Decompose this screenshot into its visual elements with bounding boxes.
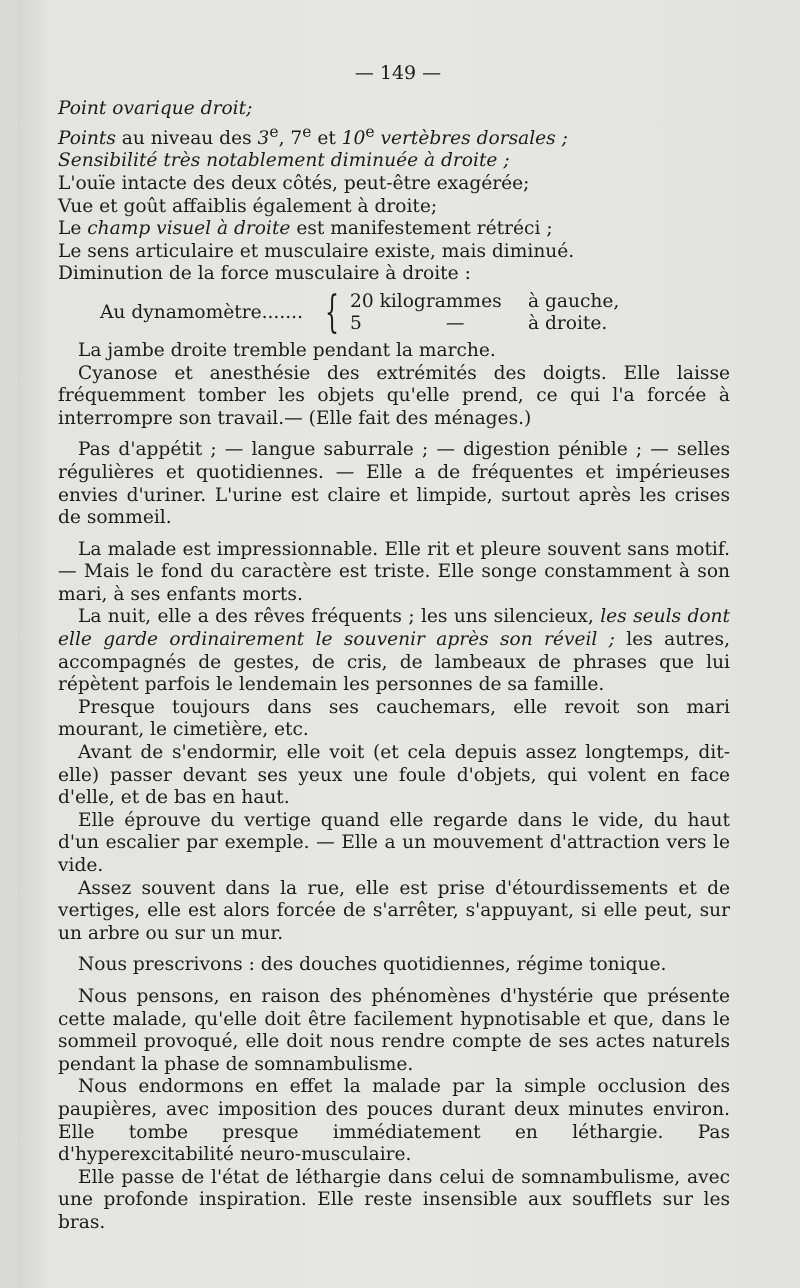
paragraph-text: les seuls dont elle garde ordinairement le souvenir après son réveil ; <box>58 606 730 651</box>
paragraph-text: La nuit, elle a des rêves fréquents ; les uns silencieux, <box>78 606 601 628</box>
left-value: 20 kilogrammes <box>350 290 502 312</box>
symptom-text: Sensibilité très notablement diminuée à droite ; <box>58 150 510 172</box>
page-body <box>58 98 730 1235</box>
symptom-line <box>58 150 730 173</box>
paragraph: La jambe droite tremble pendant la marche. <box>78 339 496 361</box>
paragraph: Assez souvent dans la rue, elle est prise d'étourdissements et de vertiges, elle est alors forcée de s'arrêter, s'appuyant, si elle peut, sur un arbre ou sur un mur. <box>58 877 730 944</box>
right-side: à droite. <box>528 312 608 334</box>
paragraph: Pas d'appétit ; — langue saburrale ; — digestion pénible ; — selles régulières et quotidiennes. — Elle a de fréquentes et impérieuses envies d'uriner. L'urine est claire et limpide, surtout après les crises de sommeil. <box>58 439 730 529</box>
symptom-text: et <box>311 127 342 149</box>
paragraph: Nous prescrivons : des douches quotidiennes, régime tonique. <box>78 954 667 976</box>
paragraph <box>58 606 730 696</box>
paragraph: Nous endormons en effet la malade par la simple occlusion des paupières, avec imposition des pouces durant deux minutes environ. Elle tombe presque immédiatement en léthargie. Pas d'hyperexcitabilité neuro-musculaire. <box>58 1076 730 1166</box>
left-side: à gauche, <box>528 290 620 312</box>
superscript: e <box>269 122 279 141</box>
symptom-text: au niveau des <box>115 127 258 149</box>
symptom-line <box>58 218 730 241</box>
superscript: e <box>302 122 312 141</box>
symptom-text: 3 <box>257 127 270 149</box>
dynamometer-label: Au dynamomètre....... <box>100 301 303 323</box>
symptom-text: est manifestement rétréci ; <box>290 218 553 240</box>
superscript: e <box>365 122 375 141</box>
symptom-line: Le sens articulaire et musculaire existe, mais diminué. <box>58 240 575 262</box>
symptom-text: vertèbres dorsales ; <box>374 127 568 149</box>
page-number: — 149 — <box>354 62 442 84</box>
symptom-text: , 7 <box>278 127 303 149</box>
paragraph: Elle passe de l'état de léthargie dans celui de somnambulisme, avec une profonde inspiration. Elle reste insensible aux soufflets sur les bras. <box>58 1166 730 1233</box>
symptom-text: champ visuel à droite <box>87 218 291 240</box>
symptom-line <box>58 121 730 151</box>
right-number: 5 <box>350 312 362 334</box>
paragraph: Presque toujours dans ses cauchemars, elle revoit son mari mourant, le cimetière, etc. <box>58 696 730 741</box>
ditto-dash: — <box>445 312 465 334</box>
book-page <box>18 0 800 1288</box>
symptom-text: Points <box>58 127 116 149</box>
symptom-line: Vue et goût affaiblis également à droite; <box>58 195 438 217</box>
paragraph: Elle éprouve du vertige quand elle regarde dans le vide, du haut d'un escalier par exemple. — Elle a un mouvement d'attraction vers le vide. <box>58 809 730 876</box>
symptom-line <box>58 98 730 121</box>
dynamometer-reading <box>58 286 730 338</box>
dynamometer-values <box>348 291 619 335</box>
symptom-text: 10 <box>341 127 366 149</box>
paragraph: Cyanose et anesthésie des extrémités des doigts. Elle laisse fréquemment tomber les objets qu'elle prend, ce qui l'a forcée à interrompre son travail.— (Elle fait des ménages.) <box>58 362 730 429</box>
paragraph: Avant de s'endormir, elle voit (et cela depuis assez longtemps, dit-elle) passer devant ses yeux une foule d'objets, qui volent en face d'elle, et de bas en haut. <box>58 742 730 809</box>
symptom-text: Le <box>58 218 88 240</box>
paragraph: La malade est impressionnable. Elle rit et pleure souvent sans motif. — Mais le fond du caractère est triste. Elle songe constamment à son mari, à ses enfants morts. <box>58 538 730 605</box>
symptom-line: L'ouïe intacte des deux côtés, peut-être exagérée; <box>58 172 530 194</box>
paragraph-text: les autres, accompagnés de gestes, de cris, de lambeaux de phrases que lui répètent parfois le lendemain les personnes de sa famille. <box>58 629 730 696</box>
symptom-text: Point ovarique droit; <box>58 98 253 119</box>
symptom-line: Diminution de la force musculaire à droite : <box>58 263 471 285</box>
paragraph: Nous pensons, en raison des phénomènes d'hystérie que présente cette malade, qu'elle doit être facilement hypnotisable et que, dans le sommeil provoqué, elle doit nous rendre compte de ses actes naturels pendant la phase de somnambulisme. <box>58 985 730 1075</box>
right-value <box>348 313 528 335</box>
brace-icon: { <box>325 286 339 338</box>
